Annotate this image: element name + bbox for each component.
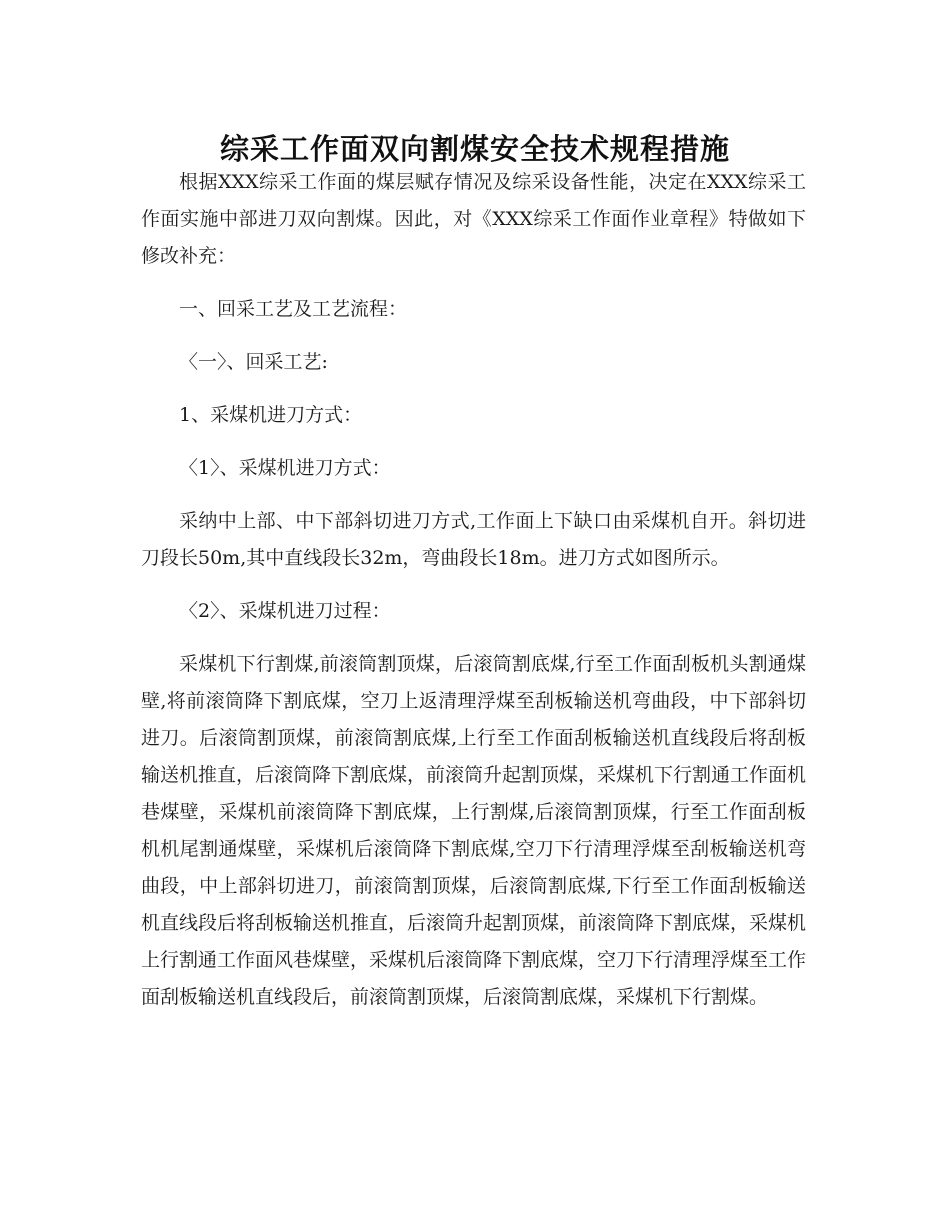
document-title: 综采工作面双向割煤安全技术规程措施: [219, 132, 730, 167]
cutting-method-paragraph: 采纳中上部、中下部斜切进刀方式,工作面上下缺口由采煤机自开。斜切进刀段长50m,其中直线段长32m，弯曲段长18m。进刀方式如图所示。: [141, 510, 806, 569]
section-heading: 一、回采工艺及工艺流程：: [179, 298, 408, 320]
subsection-heading: 〈一〉、回采工艺:: [179, 351, 328, 373]
intro-paragraph: 根据XXX综采工作面的煤层赋存情况及综采设备性能，决定在XXX综采工作面实施中部进刀双向割煤。因此，对《XXX综采工作面作业章程》特做如下修改补充：: [141, 171, 806, 267]
cutting-process-paragraph: 采煤机下行割煤,前滚筒割顶煤，后滚筒割底煤,行至工作面刮板机头割通煤壁,将前滚筒降下割底煤，空刀上返清理浮煤至刮板输送机弯曲段，中下部斜切进刀。后滚筒割顶煤，前滚筒割底煤,上行至工作面刮板输送机直线段后将刮板输送机推直，后滚筒降下割底煤，前滚筒升起割顶煤，采煤机下行割通工作面机巷煤壁，采煤机前滚筒降下割底煤，上行割煤,后滚筒割顶煤，行至工作面刮板机机尾割通煤壁，采煤机后滚筒降下割底煤,空刀下行清理浮煤至刮板输送机弯曲段，中上部斜切进刀，前滚筒割顶煤，后滚筒割底煤,下行至工作面刮板输送机直线段后将刮板输送机推直，后滚筒升起割顶煤，前滚筒降下割底煤，采煤机上行割通工作面风巷煤壁，采煤机后滚筒降下割底煤，空刀下行清理浮煤至工作面刮板输送机直线段后，前滚筒割顶煤，后滚筒割底煤，采煤机下行割煤。: [141, 653, 807, 1008]
document-body: [141, 164, 806, 1016]
subitem-heading: 〈2〉、采煤机进刀过程：: [179, 600, 391, 622]
item-heading: 1、采煤机进刀方式：: [179, 404, 363, 426]
subitem-heading: 〈1〉、采煤机进刀方式：: [179, 457, 391, 479]
